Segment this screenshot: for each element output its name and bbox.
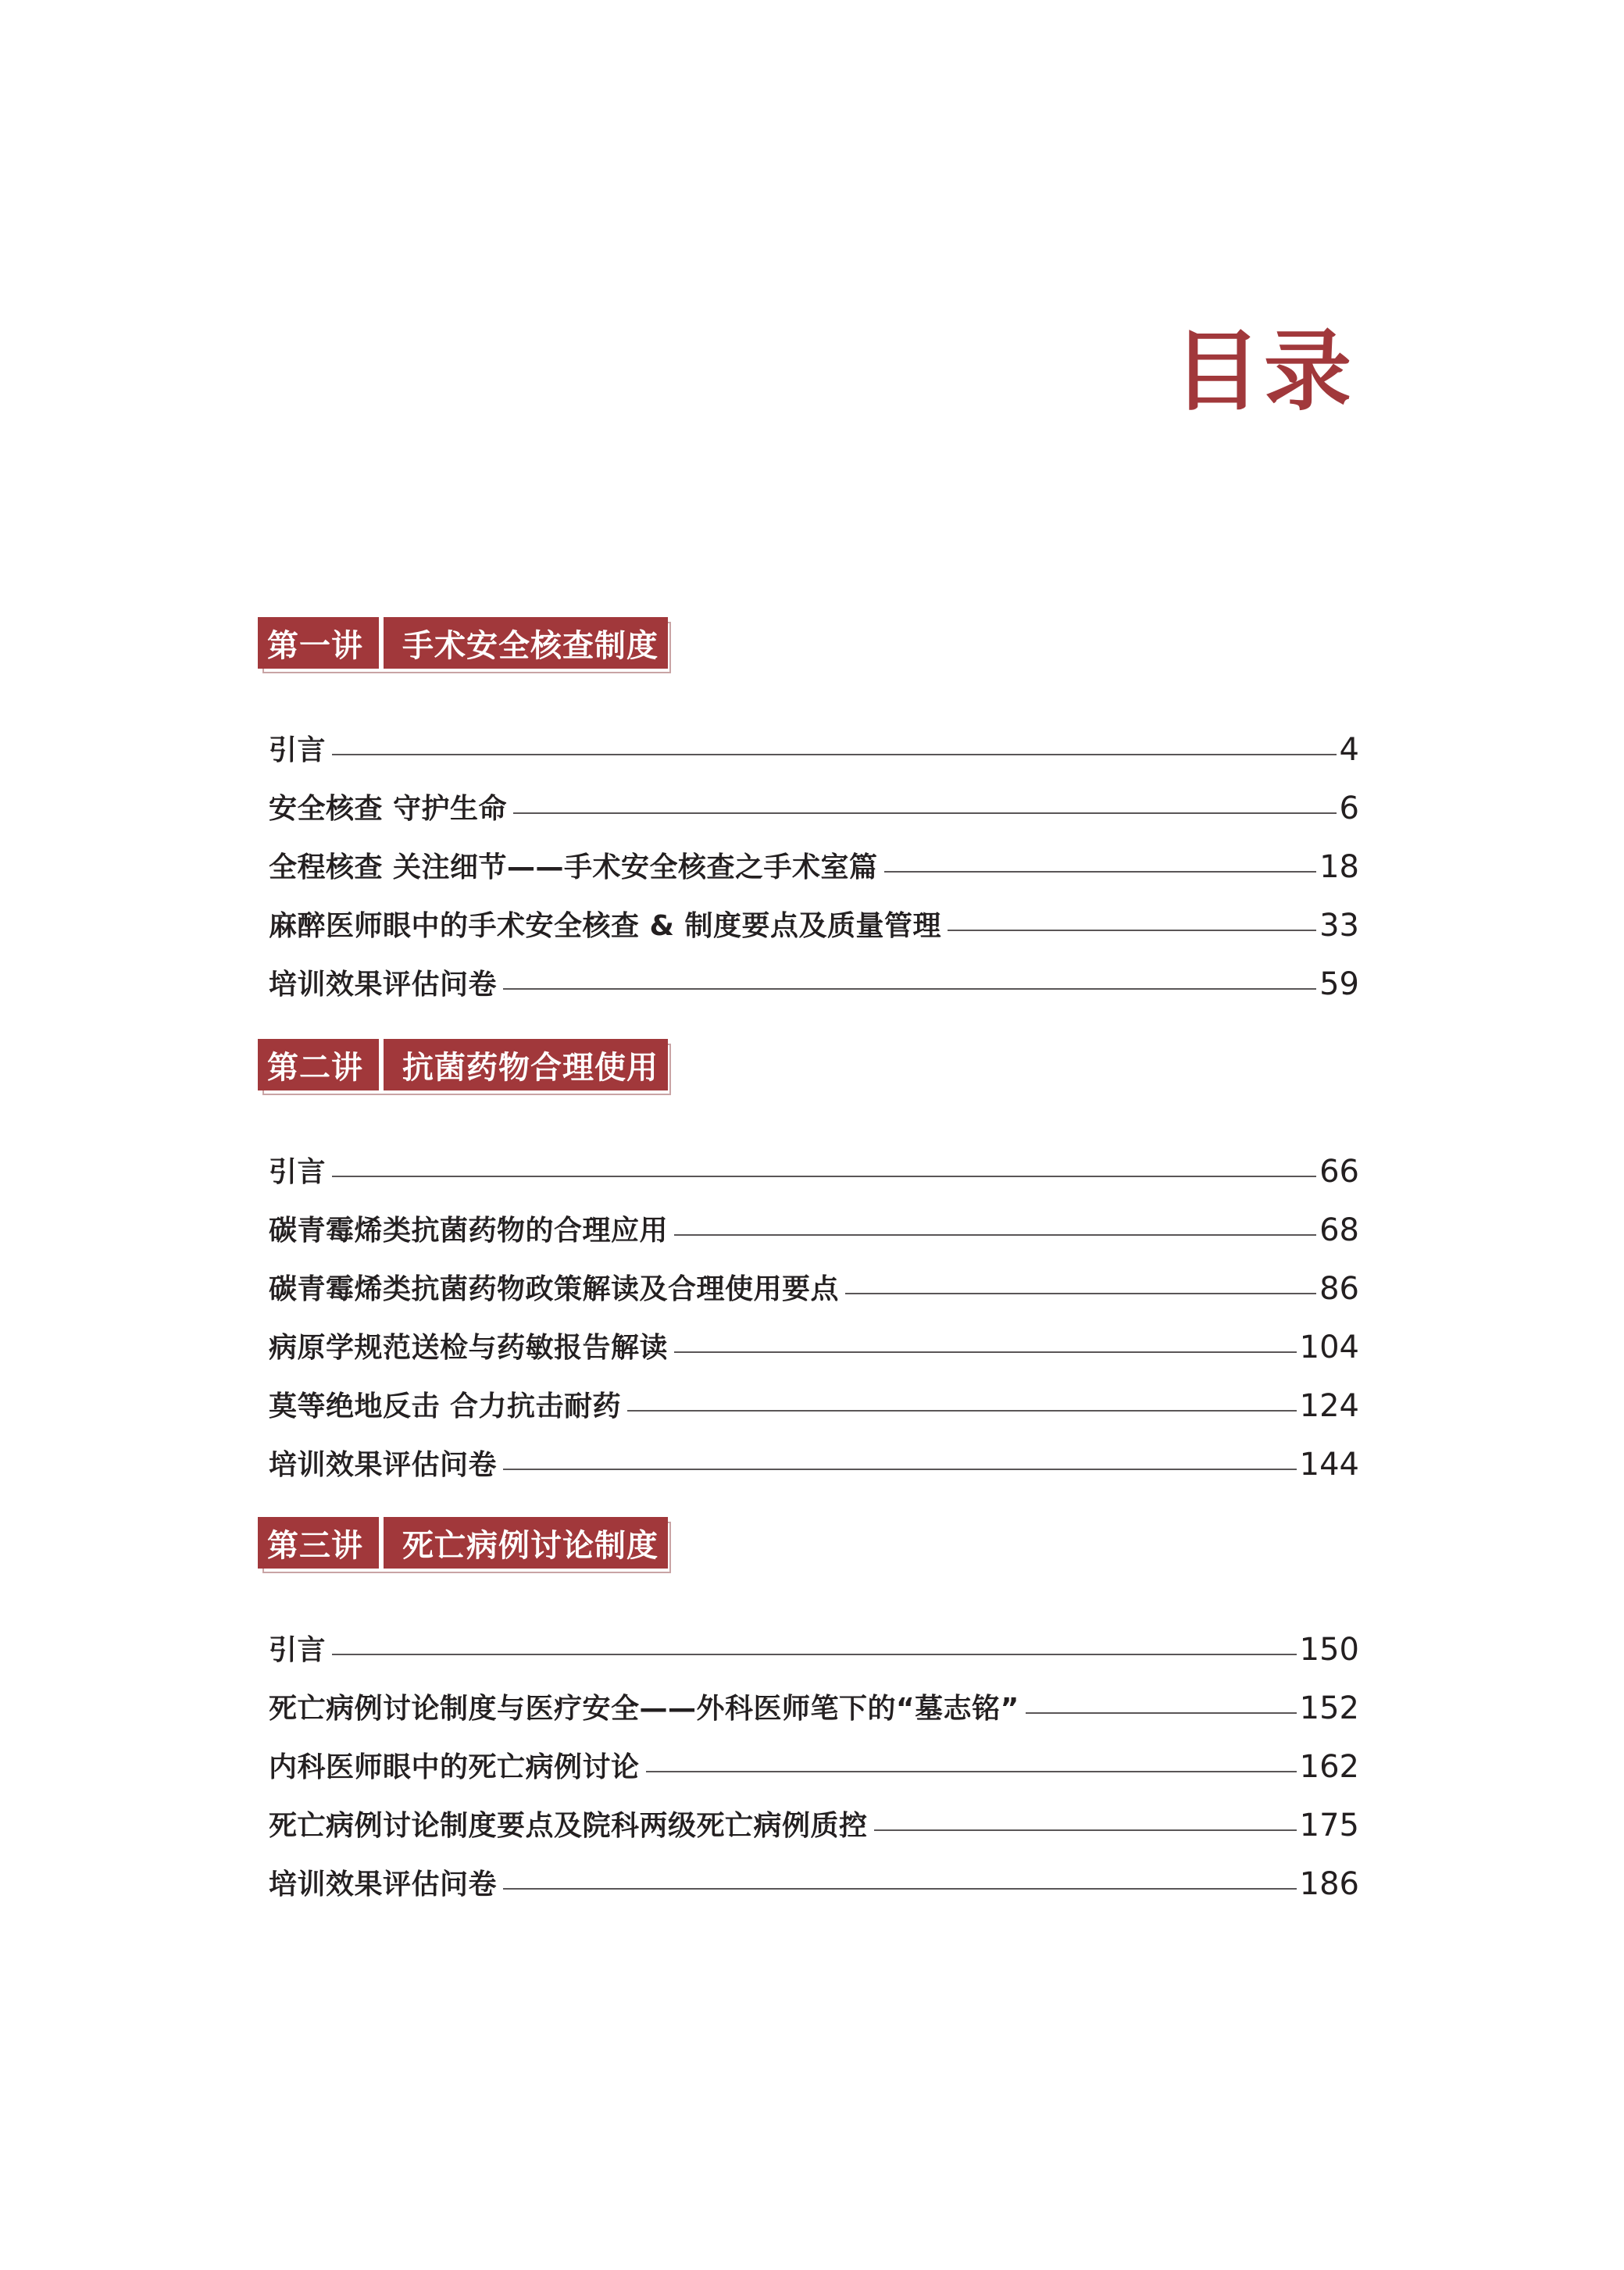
toc-list (258, 709, 1359, 1002)
leader-line (884, 871, 1317, 873)
toc-entry[interactable] (258, 826, 1359, 885)
entry-title: 全程核查 关注细节——手术安全核查之手术室篇 (269, 851, 878, 883)
entry-title: 安全核查 守护生命 (269, 793, 508, 825)
leader-line (948, 930, 1316, 931)
toc-entry[interactable] (258, 1248, 1359, 1307)
leader-line (332, 1176, 1316, 1177)
page-number: 68 (1319, 1212, 1359, 1248)
entry-title: 培训效果评估问卷 (269, 969, 498, 1001)
page-number: 18 (1319, 849, 1359, 885)
leader-line (513, 812, 1337, 814)
page-number: 86 (1319, 1271, 1359, 1307)
entry-title: 培训效果评估问卷 (269, 1449, 498, 1481)
page-number: 144 (1299, 1447, 1359, 1483)
entry-title: 引言 (269, 1156, 327, 1188)
entry-title: 内科医师眼中的死亡病例讨论 (269, 1751, 640, 1783)
toc-entry[interactable] (258, 1843, 1359, 1902)
toc-list (258, 1609, 1359, 1902)
page-number: 150 (1299, 1632, 1359, 1668)
toc-section-2 (258, 1039, 1359, 1483)
toc-entry[interactable] (258, 709, 1359, 768)
leader-line (503, 1888, 1297, 1890)
section-header (258, 1517, 668, 1569)
leader-line (627, 1410, 1297, 1412)
toc-section-1 (258, 617, 1359, 1002)
page-number: 59 (1319, 966, 1359, 1002)
toc-entry[interactable] (258, 1726, 1359, 1785)
toc-entry[interactable] (258, 1785, 1359, 1843)
leader-line (1026, 1712, 1297, 1714)
toc-entry[interactable] (258, 1365, 1359, 1424)
leader-line (845, 1293, 1316, 1294)
leader-line (332, 1654, 1297, 1655)
entry-title: 麻醉医师眼中的手术安全核查 & 制度要点及质量管理 (269, 910, 941, 942)
leader-line (503, 1469, 1297, 1470)
section-title: 死亡病例讨论制度 (384, 1517, 668, 1569)
entry-title: 莫等绝地反击 合力抗击耐药 (269, 1390, 622, 1422)
leader-line (674, 1234, 1316, 1236)
page-number: 152 (1299, 1690, 1359, 1726)
toc-entry[interactable] (258, 1424, 1359, 1483)
entry-title: 培训效果评估问卷 (269, 1868, 498, 1901)
page-number: 33 (1319, 908, 1359, 944)
leader-line (646, 1771, 1297, 1772)
toc-entry[interactable] (258, 1190, 1359, 1248)
entry-title: 碳青霉烯类抗菌药物的合理应用 (269, 1215, 669, 1247)
leader-line (503, 988, 1316, 990)
toc-list (258, 1131, 1359, 1483)
toc-entry[interactable] (258, 1668, 1359, 1726)
page-number: 162 (1299, 1749, 1359, 1785)
toc-entry[interactable] (258, 1609, 1359, 1668)
section-title: 抗菌药物合理使用 (384, 1039, 668, 1090)
page-number: 6 (1339, 791, 1359, 826)
entry-title: 引言 (269, 734, 327, 766)
entry-title: 碳青霉烯类抗菌药物政策解读及合理使用要点 (269, 1273, 840, 1305)
leader-line (332, 754, 1337, 755)
toc-entry[interactable] (258, 1307, 1359, 1365)
leader-line (874, 1829, 1297, 1831)
page-title: 目录 (1173, 321, 1355, 423)
page-number: 124 (1299, 1388, 1359, 1424)
entry-title: 死亡病例讨论制度与医疗安全——外科医师笔下的“墓志铭” (269, 1693, 1019, 1725)
entry-title: 死亡病例讨论制度要点及院科两级死亡病例质控 (269, 1810, 868, 1842)
toc-entry[interactable] (258, 885, 1359, 944)
toc-entry[interactable] (258, 1131, 1359, 1190)
section-number: 第三讲 (258, 1517, 379, 1569)
section-header (258, 1039, 668, 1090)
page-number: 186 (1299, 1866, 1359, 1902)
page-number: 104 (1299, 1330, 1359, 1365)
section-number: 第一讲 (258, 617, 379, 669)
page-number: 175 (1299, 1808, 1359, 1843)
entry-title: 病原学规范送检与药敏报告解读 (269, 1332, 669, 1364)
toc-entry[interactable] (258, 768, 1359, 826)
page-number: 66 (1319, 1154, 1359, 1190)
toc-entry[interactable] (258, 944, 1359, 1002)
leader-line (674, 1351, 1297, 1353)
section-title: 手术安全核查制度 (384, 617, 668, 669)
section-header (258, 617, 668, 669)
toc-section-3 (258, 1517, 1359, 1902)
section-number: 第二讲 (258, 1039, 379, 1090)
entry-title: 引言 (269, 1634, 327, 1666)
page-number: 4 (1339, 732, 1359, 768)
